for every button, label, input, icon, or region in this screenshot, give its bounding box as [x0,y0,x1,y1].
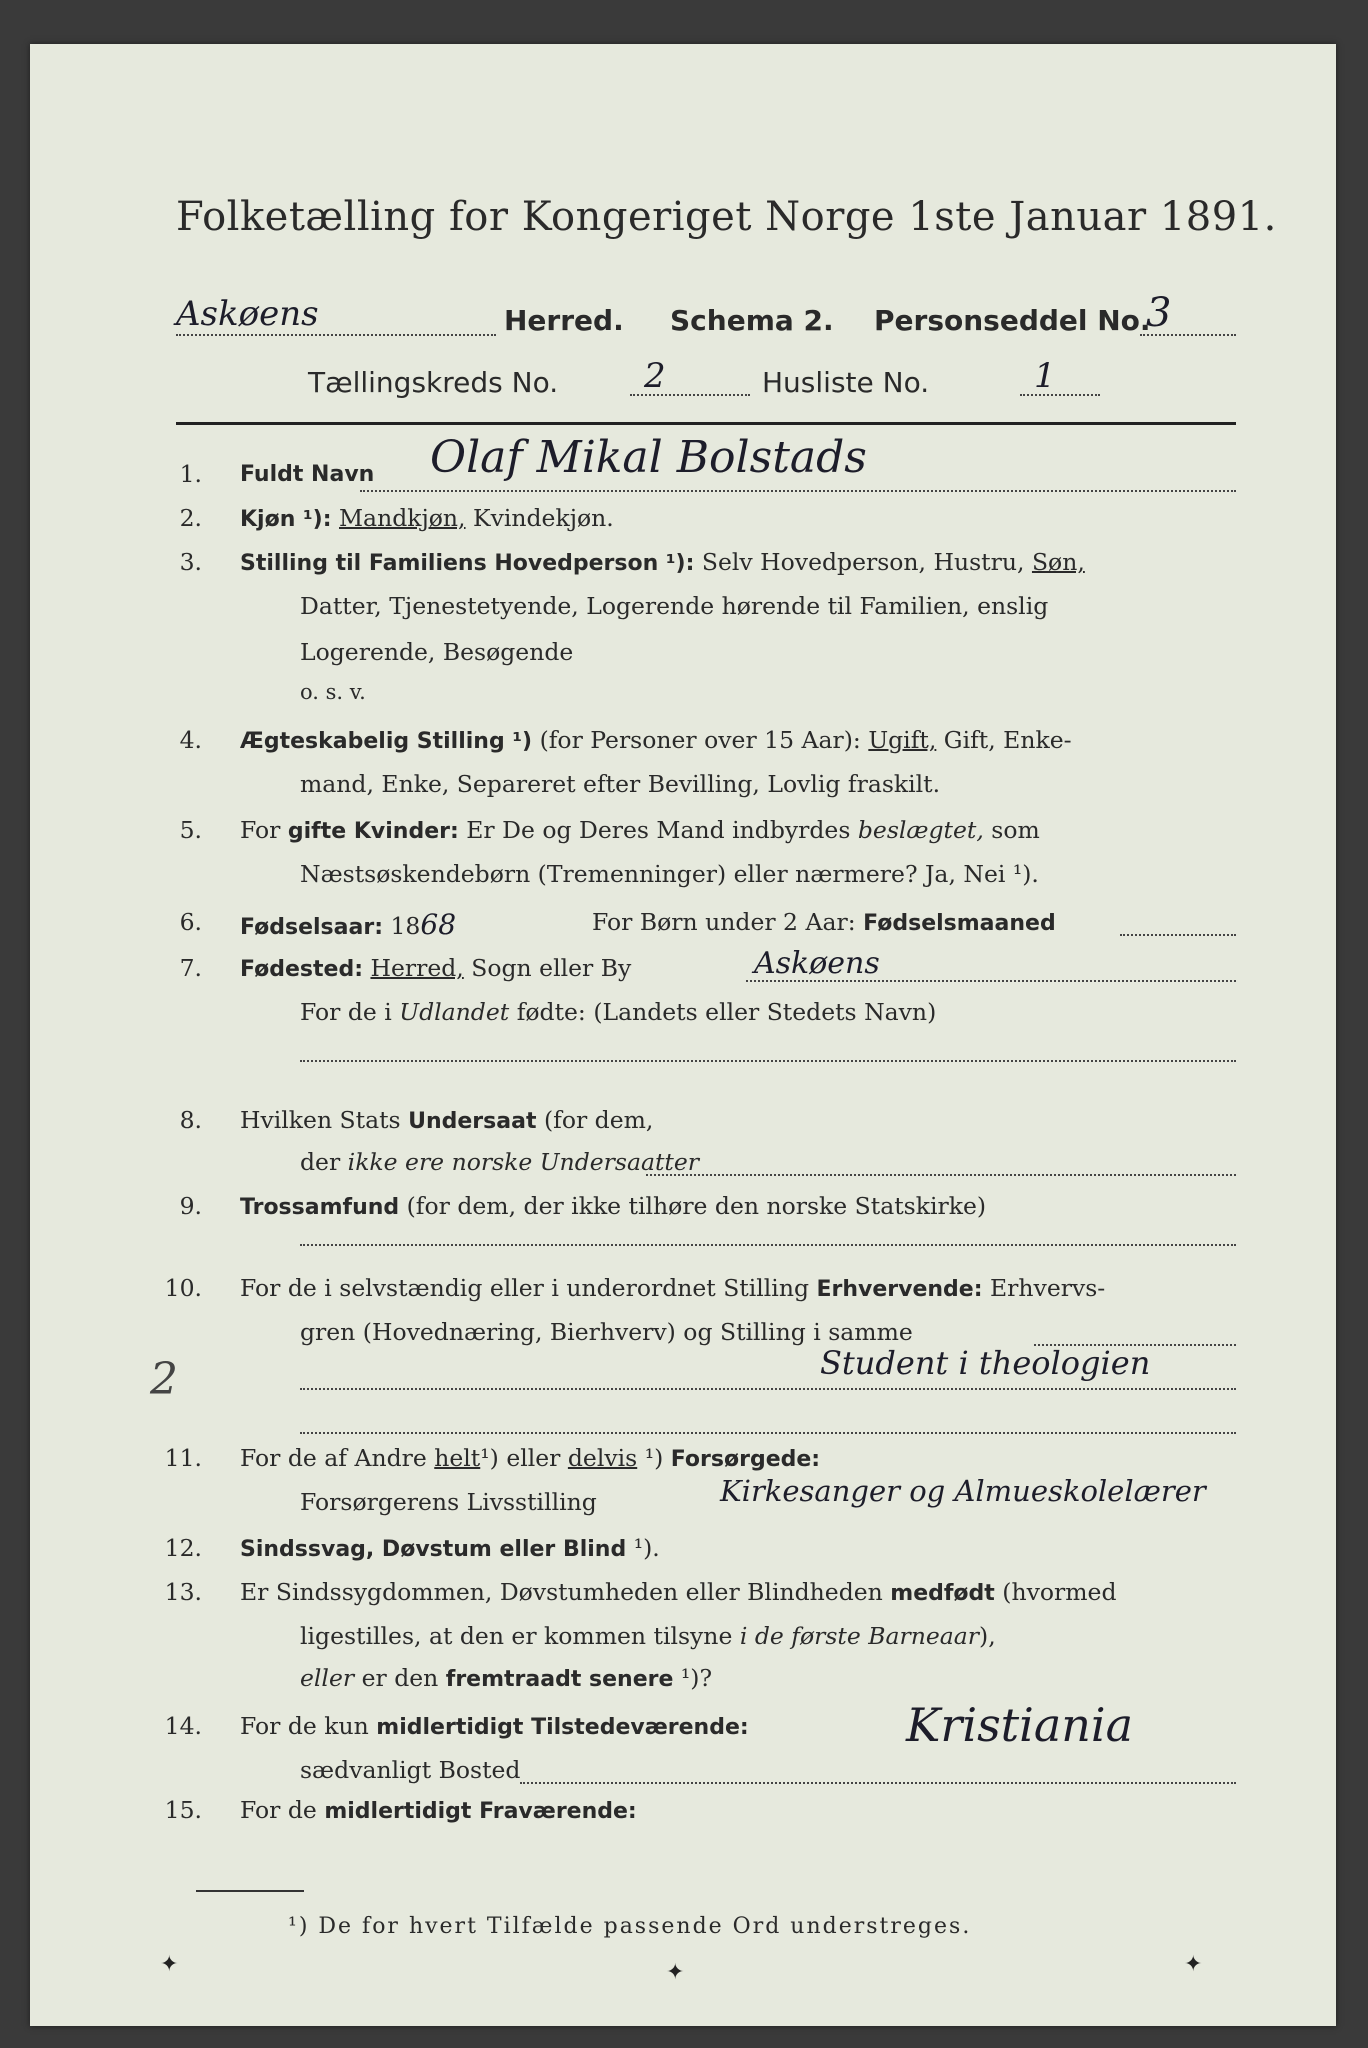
q10-dots3 [300,1432,1236,1434]
q10-value: Student i theologien [820,1344,1151,1382]
q6-dots [1120,934,1236,936]
q2-option-mandkjon: Mandkjøn, [339,504,466,532]
personseddel-dots [1140,334,1236,336]
header-rule [176,422,1236,425]
q13-text2: (hvormed [1002,1578,1117,1606]
q10-line2: gren (Hovednæring, Bierhverv) og Stilling i samme [300,1318,913,1346]
q7-dots2 [300,1060,1236,1062]
item-number: 10. [164,1274,202,1302]
q11-helt: helt [434,1444,481,1472]
q3-line3: Logerende, Besøgende [300,638,574,666]
q9-label: Trossamfund [240,1195,400,1220]
kreds-dots [630,394,750,396]
q14-text: For de kun [240,1712,369,1740]
q6-prefix: 18 [390,912,421,940]
q12-tail: ¹). [633,1534,660,1562]
item-number: 15. [164,1796,202,1824]
corner-mark-left: ✦ [160,1952,179,1977]
q3-text: Selv Hovedperson, Hustru, [701,548,1025,576]
q3-line4: o. s. v. [300,680,366,704]
q4-selected: Ugift, [868,726,937,754]
q6-value: 68 [420,908,457,941]
q2-option-kvindekjon: Kvindekjøn. [473,504,614,532]
item-number: 8. [179,1106,202,1134]
q1-dots [360,490,1236,492]
q13-label: medfødt [890,1581,995,1606]
q14-label: midlertidigt Tilstedeværende: [376,1715,749,1740]
husliste-dots [1020,394,1100,396]
q10-text: For de i selvstændig eller i underordnet Stilling [240,1274,809,1302]
q7-label: Fødested: [240,957,363,982]
q4-line2: mand, Enke, Separeret efter Bevilling, Lovlig fraskilt. [300,770,941,798]
item-number: 13. [164,1578,202,1606]
q15-text: For de [240,1796,317,1824]
item-number: 5. [179,816,202,844]
personseddel-label: Personseddel No. [874,304,1151,337]
q6-label2: Fødselsmaaned [863,911,1056,936]
item-number: 2. [179,504,202,532]
item-number: 6. [179,908,202,936]
q14-dots [520,1782,1236,1784]
herred-label: Herred. [504,304,624,337]
q11-delvis: delvis [567,1444,638,1472]
q12-label: Sindssvag, Døvstum eller Blind [240,1537,627,1562]
q7-line2: For de i [300,998,392,1026]
q4-label: Ægteskabelig Stilling ¹) [240,729,533,754]
q11-line2: Forsørgerens Livsstilling [300,1488,597,1516]
q8-line2-italic: ikke ere norske Undersaatter [347,1148,699,1176]
q9-dots [300,1244,1236,1246]
q1-label: Fuldt Navn [240,462,375,487]
item-number: 11. [164,1444,202,1472]
q7-line2-italic: Udlandet [399,998,510,1026]
q13-line2-italic: i de første Barneaar [739,1622,980,1650]
kreds-label: Tællingskreds No. [308,366,559,399]
census-form: Folketælling for Kongeriget Norge 1ste Januar 1891. Askøens Herred. Schema 2. Personseddel No. 3 Tællingskreds No. 2 Husliste No. 1 1. Fuldt Navn Olaf Mikal Bolstads 2. Kjøn ¹): Mandkjøn, Kvindekjøn. 3. Stilling til Familiens Hovedperson ¹): Selv Hovedperson, Hustru, Søn, Datter, Tjenestetyende, Logerende hørende til Familien, enslig Logerende, Besøgende o. s. v. 4. Ægteskabelig Stilling ¹) (for Personer over 15 Aar): Ugift, Gift, Enke- mand, Enke, Separeret efter Bevilling, Lovlig fraskilt. 5. For gifte Kvinder: Er De og Deres Mand indbyrdes beslægtet, som Næstsøskendebørn (Tremenninger) eller nærmere? Ja, Nei ¹). 6. Fødselsaar: 1868 For Børn under 2 Aar: Fødselsmaaned 7. Fødested: Herred, Sogn eller By Askøens For de i Udlandet fødte: (Landets eller Stedets Navn) 8. Hvilken Stats Undersaat (for dem, der ikke ere norske Undersaatter 9. Trossamfund (for dem, der ikke tilhøre den norske Statskirke) 10. For de i selvstændig eller i underordnet Stilling Erhvervende: Erhvervs- gren (Hovednæring, Bierhverv) og Stilling i samme Student i theologien 2 11. For de af Andre helt¹) eller delvis ¹) Forsørgede: Forsørgerens Livsstilling Kirkesanger og Almueskolelærer 12. Sindssvag, Døvstum eller Blind ¹). 13. Er Sindssygdommen, Døvstumheden eller Blindheden medfødt (hvormed ligestilles, at den er kommen tilsyne i de første Barneaar), eller er den fremtraadt senere ¹)? 14. For de kun midlertidigt Tilstedeværende: sædvanligt Bosted Kristiania 15. For de midlertidigt Fraværende: ¹) De for hvert Tilfælde passende Ord understreges. ✦ ✦ ✦ [30,44,1336,2026]
footnote-rule [196,1890,304,1892]
q15-label: midlertidigt Fraværende: [324,1799,637,1824]
q14-value: Kristiania [906,1698,1134,1752]
q5-text3: som [991,816,1040,844]
q8-label: Undersaat [408,1109,537,1134]
q5-line2: Næstsøskendebørn (Tremenninger) eller nærmere? Ja, Nei ¹). [300,860,1039,888]
q5-text: For [240,816,281,844]
form-title: Folketælling for Kongeriget Norge 1ste Januar 1891. [176,194,1277,240]
q1-value: Olaf Mikal Bolstads [430,432,867,483]
herred-value: Askøens [176,294,319,334]
q8-line2: der [300,1148,341,1176]
q13-line3: er den [361,1664,439,1692]
item-number: 9. [179,1192,202,1220]
q11-text: For de af Andre [240,1444,427,1472]
q6-text: For Børn under 2 Aar: [592,908,856,936]
herred-dots [176,334,496,336]
item-number: 7. [179,954,202,982]
q5-italic: beslægtet, [857,816,984,844]
q7-line2-rest: fødte: (Landets eller Stedets Navn) [516,998,937,1026]
q8-dots [646,1174,1236,1176]
q13-line3-tail: ¹)? [680,1664,713,1692]
q7-selected: Herred, [370,954,464,982]
item-number: 4. [179,726,202,754]
q3-selected: Søn, [1031,548,1085,576]
q13-text: Er Sindssygdommen, Døvstumheden eller Blindheden [240,1578,883,1606]
q10-dots2 [300,1388,1236,1390]
item-number: 12. [164,1534,202,1562]
q13-line3-italic: eller [300,1664,355,1692]
corner-mark-right: ✦ [1184,1952,1203,1977]
q6-label: Fødselsaar: [240,915,383,940]
item-number: 1. [179,460,202,488]
schema-label: Schema 2. [670,304,834,337]
q11-label: Forsørgede: [670,1447,821,1472]
q2-label: Kjøn ¹): [240,507,332,532]
q10-text2: Erhvervs- [990,1274,1106,1302]
personseddel-value: 3 [1146,290,1172,336]
q7-dots [746,980,1236,982]
q10-label: Erhvervende: [816,1277,983,1302]
margin-mark: 2 [150,1354,178,1405]
q4-text: (for Personer over 15 Aar): [539,726,861,754]
item-number: 3. [179,548,202,576]
husliste-value: 1 [1034,356,1056,396]
q14-line2: sædvanligt Bosted [300,1756,521,1784]
q11-text2: ¹) eller [480,1444,561,1472]
q7-value: Askøens [754,946,880,981]
q8-text2: (for dem, [543,1106,654,1134]
q11-text3: ¹) [644,1444,664,1472]
corner-mark-center: ✦ [666,1960,685,1985]
footnote: ¹) De for hvert Tilfælde passende Ord understreges. [288,1914,972,1939]
q3-line2: Datter, Tjenestetyende, Logerende hørende til Familien, enslig [300,592,1049,620]
q4-text2: Gift, Enke- [943,726,1072,754]
q7-text: Sogn eller By [471,954,632,982]
q5-label: gifte Kvinder: [287,819,459,844]
q3-label: Stilling til Familiens Hovedperson ¹): [240,551,695,576]
q13-line3-bold: fremtraadt senere [445,1667,674,1692]
item-number: 14. [164,1712,202,1740]
q8-text: Hvilken Stats [240,1106,401,1134]
q9-text: (for dem, der ikke tilhøre den norske Statskirke) [406,1192,987,1220]
husliste-label: Husliste No. [762,366,930,399]
q11-value: Kirkesanger og Almueskolelærer [720,1474,1206,1508]
q5-text2: Er De og Deres Mand indbyrdes [466,816,851,844]
kreds-value: 2 [644,356,666,396]
q13-line2: ligestilles, at den er kommen tilsyne [300,1622,733,1650]
